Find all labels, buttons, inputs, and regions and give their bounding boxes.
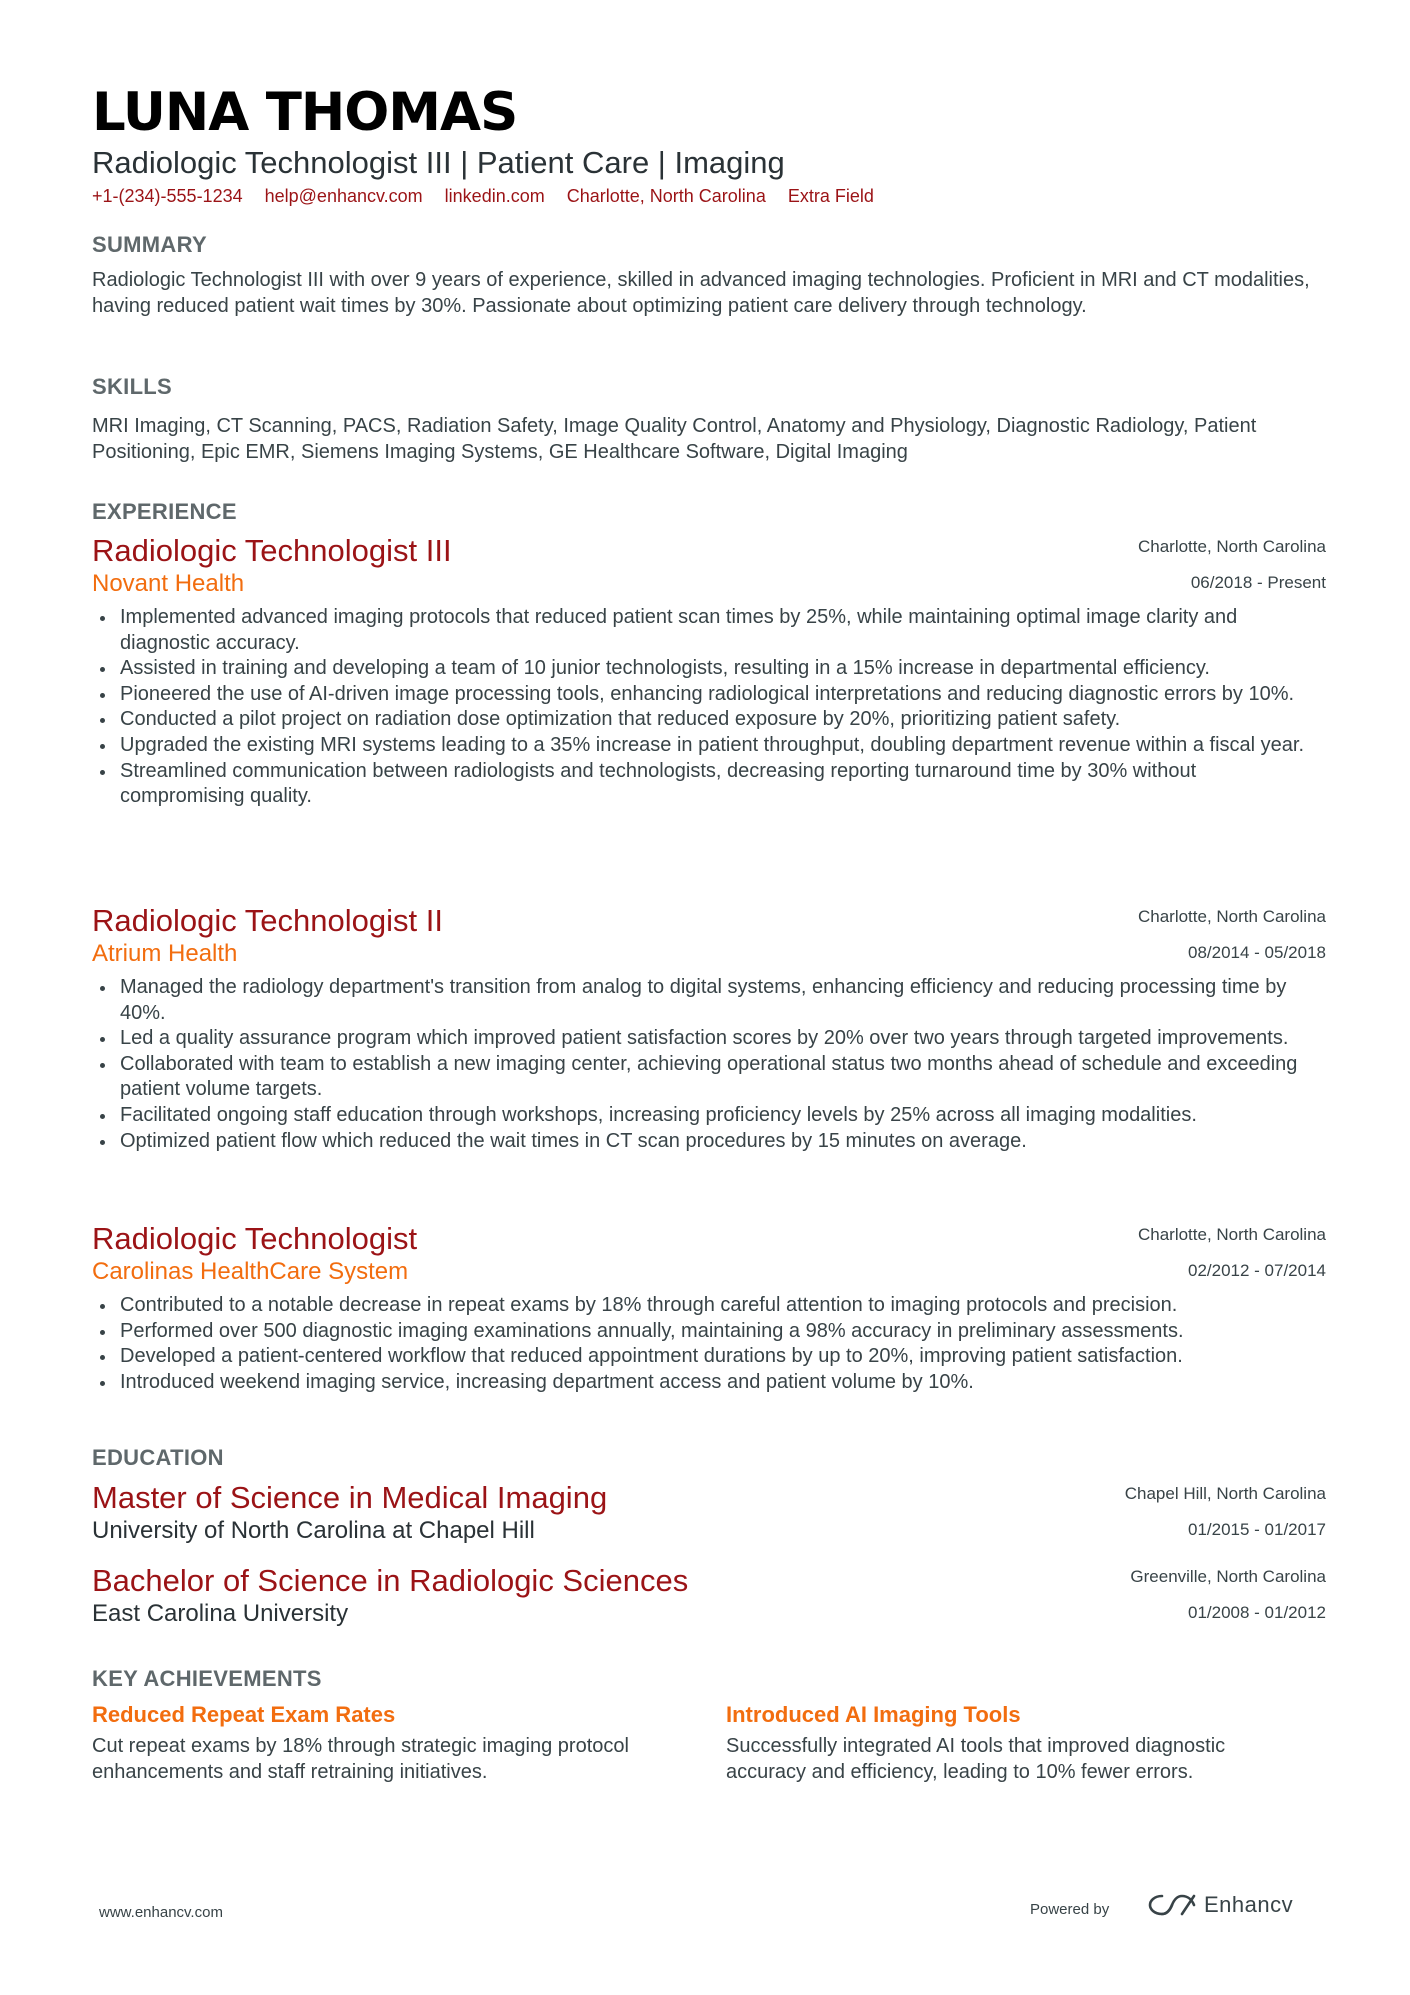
education-location: Chapel Hill, North Carolina bbox=[1124, 1484, 1326, 1503]
school-name: East Carolina University bbox=[92, 1600, 349, 1627]
contact-bar bbox=[92, 184, 891, 208]
bullet-item: Performed over 500 diagnostic imaging examinations annually, maintaining a 98% accuracy in preliminary assessments. bbox=[92, 1319, 1326, 1345]
education-location: Greenville, North Carolina bbox=[1130, 1567, 1326, 1586]
job-title: Radiologic Technologist III bbox=[92, 533, 452, 568]
bullet-item: Upgraded the existing MRI systems leading to a 35% increase in patient throughput, doubling department revenue within a fiscal year. bbox=[92, 733, 1326, 759]
job-dates: 02/2012 - 07/2014 bbox=[1187, 1261, 1326, 1280]
bullet-item: Conducted a pilot project on radiation dose optimization that reduced exposure by 20%, prioritizing patient safety. bbox=[92, 707, 1326, 733]
brand-name: Enhancv bbox=[1204, 1892, 1294, 1917]
school-name: University of North Carolina at Chapel Hill bbox=[92, 1517, 535, 1544]
company-name: Atrium Health bbox=[92, 940, 238, 967]
bullet-item: Led a quality assurance program which improved patient satisfaction scores by 20% over two years through targeted improvements. bbox=[92, 1026, 1326, 1052]
achievement-title: Reduced Repeat Exam Rates bbox=[92, 1702, 396, 1727]
bullet-item: Facilitated ongoing staff education through workshops, increasing proficiency levels by 25% across all imaging modalities. bbox=[92, 1103, 1326, 1129]
company-name: Novant Health bbox=[92, 570, 245, 597]
contact-phone[interactable]: +1-(234)-555-1234 bbox=[92, 186, 243, 206]
job-bullets bbox=[92, 975, 1326, 1154]
job-bullets bbox=[92, 1293, 1326, 1395]
education-dates: 01/2008 - 01/2012 bbox=[1187, 1603, 1326, 1622]
skills-heading: SKILLS bbox=[92, 374, 173, 399]
bullet-item: Introduced weekend imaging service, increasing department access and patient volume by 10%. bbox=[92, 1370, 1326, 1396]
bullet-item: Optimized patient flow which reduced the wait times in CT scan procedures by 15 minutes on average. bbox=[92, 1129, 1326, 1155]
brand-logo[interactable] bbox=[1148, 1892, 1293, 1918]
bullet-item: Developed a patient-centered workflow that reduced appointment durations by up to 20%, improving patient satisfaction. bbox=[92, 1344, 1326, 1370]
job-location: Charlotte, North Carolina bbox=[1137, 907, 1326, 926]
bullet-item: Streamlined communication between radiologists and technologists, decreasing reporting turnaround time by 30% without compromising quality. bbox=[92, 759, 1326, 810]
bullet-item: Contributed to a notable decrease in repeat exams by 18% through careful attention to imaging protocols and precision. bbox=[92, 1293, 1326, 1319]
job-title: Radiologic Technologist II bbox=[92, 903, 443, 938]
education-heading: EDUCATION bbox=[92, 1445, 224, 1470]
degree-title: Master of Science in Medical Imaging bbox=[92, 1480, 608, 1515]
achievement-title: Introduced AI Imaging Tools bbox=[726, 1702, 1021, 1727]
contact-linkedin[interactable]: linkedin.com bbox=[444, 186, 545, 206]
achievement-description: Successfully integrated AI tools that improved diagnostic accuracy and efficiency, leading to 10% fewer errors. bbox=[726, 1735, 1226, 1783]
bullet-item: Implemented advanced imaging protocols that reduced patient scan times by 25%, while maintaining optimal image clarity and diagnostic accuracy. bbox=[92, 605, 1326, 656]
enhancv-logo-icon bbox=[1148, 1892, 1196, 1918]
achievement-item bbox=[726, 1700, 1286, 1785]
job-location: Charlotte, North Carolina bbox=[1137, 537, 1326, 556]
education-dates: 01/2015 - 01/2017 bbox=[1187, 1520, 1326, 1539]
skills-text: MRI Imaging, CT Scanning, PACS, Radiation Safety, Image Quality Control, Anatomy and Physiology, Diagnostic Radiology, Patient Positioning, Epic EMR, Siemens Imaging Systems, GE Healthcare Software, Digital Imaging bbox=[92, 415, 1257, 463]
footer-url[interactable]: www.enhancv.com bbox=[99, 1904, 223, 1921]
achievement-description: Cut repeat exams by 18% through strategic imaging protocol enhancements and staff retraining initiatives. bbox=[92, 1735, 629, 1783]
summary-text: Radiologic Technologist III with over 9 years of experience, skilled in advanced imaging technologies. Proficient in MRI and CT modalities, having reduced patient wait times by 30%. Passionate about optimizing patient care delivery through technology. bbox=[92, 269, 1310, 317]
job-location: Charlotte, North Carolina bbox=[1137, 1225, 1326, 1244]
bullet-item: Assisted in training and developing a team of 10 junior technologists, resulting in a 15% increase in departmental efficiency. bbox=[92, 656, 1326, 682]
contact-location: Charlotte, North Carolina bbox=[566, 186, 766, 206]
company-name: Carolinas HealthCare System bbox=[92, 1258, 409, 1285]
contact-extra: Extra Field bbox=[787, 186, 874, 206]
bullet-item: Pioneered the use of AI-driven image processing tools, enhancing radiological interpretations and reducing diagnostic errors by 10%. bbox=[92, 682, 1326, 708]
contact-email[interactable]: help@enhancv.com bbox=[264, 186, 423, 206]
headline: Radiologic Technologist III | Patient Care | Imaging bbox=[92, 145, 785, 180]
achievement-item bbox=[92, 1700, 652, 1785]
bullet-item: Managed the radiology department's transition from analog to digital systems, enhancing efficiency and reducing processing time by 40%. bbox=[92, 975, 1326, 1026]
bullet-item: Collaborated with team to establish a new imaging center, achieving operational status two months ahead of schedule and exceeding patient volume targets. bbox=[92, 1052, 1326, 1103]
job-title: Radiologic Technologist bbox=[92, 1221, 418, 1256]
achievements-heading: KEY ACHIEVEMENTS bbox=[92, 1666, 322, 1691]
summary-heading: SUMMARY bbox=[92, 232, 207, 257]
job-dates: 08/2014 - 05/2018 bbox=[1187, 943, 1326, 962]
experience-heading: EXPERIENCE bbox=[92, 499, 237, 524]
candidate-name: LUNA THOMAS bbox=[92, 82, 518, 143]
degree-title: Bachelor of Science in Radiologic Sciences bbox=[92, 1563, 689, 1598]
job-dates: 06/2018 - Present bbox=[1190, 573, 1326, 592]
powered-by-label: Powered by bbox=[1030, 1901, 1110, 1918]
job-bullets bbox=[92, 605, 1326, 810]
